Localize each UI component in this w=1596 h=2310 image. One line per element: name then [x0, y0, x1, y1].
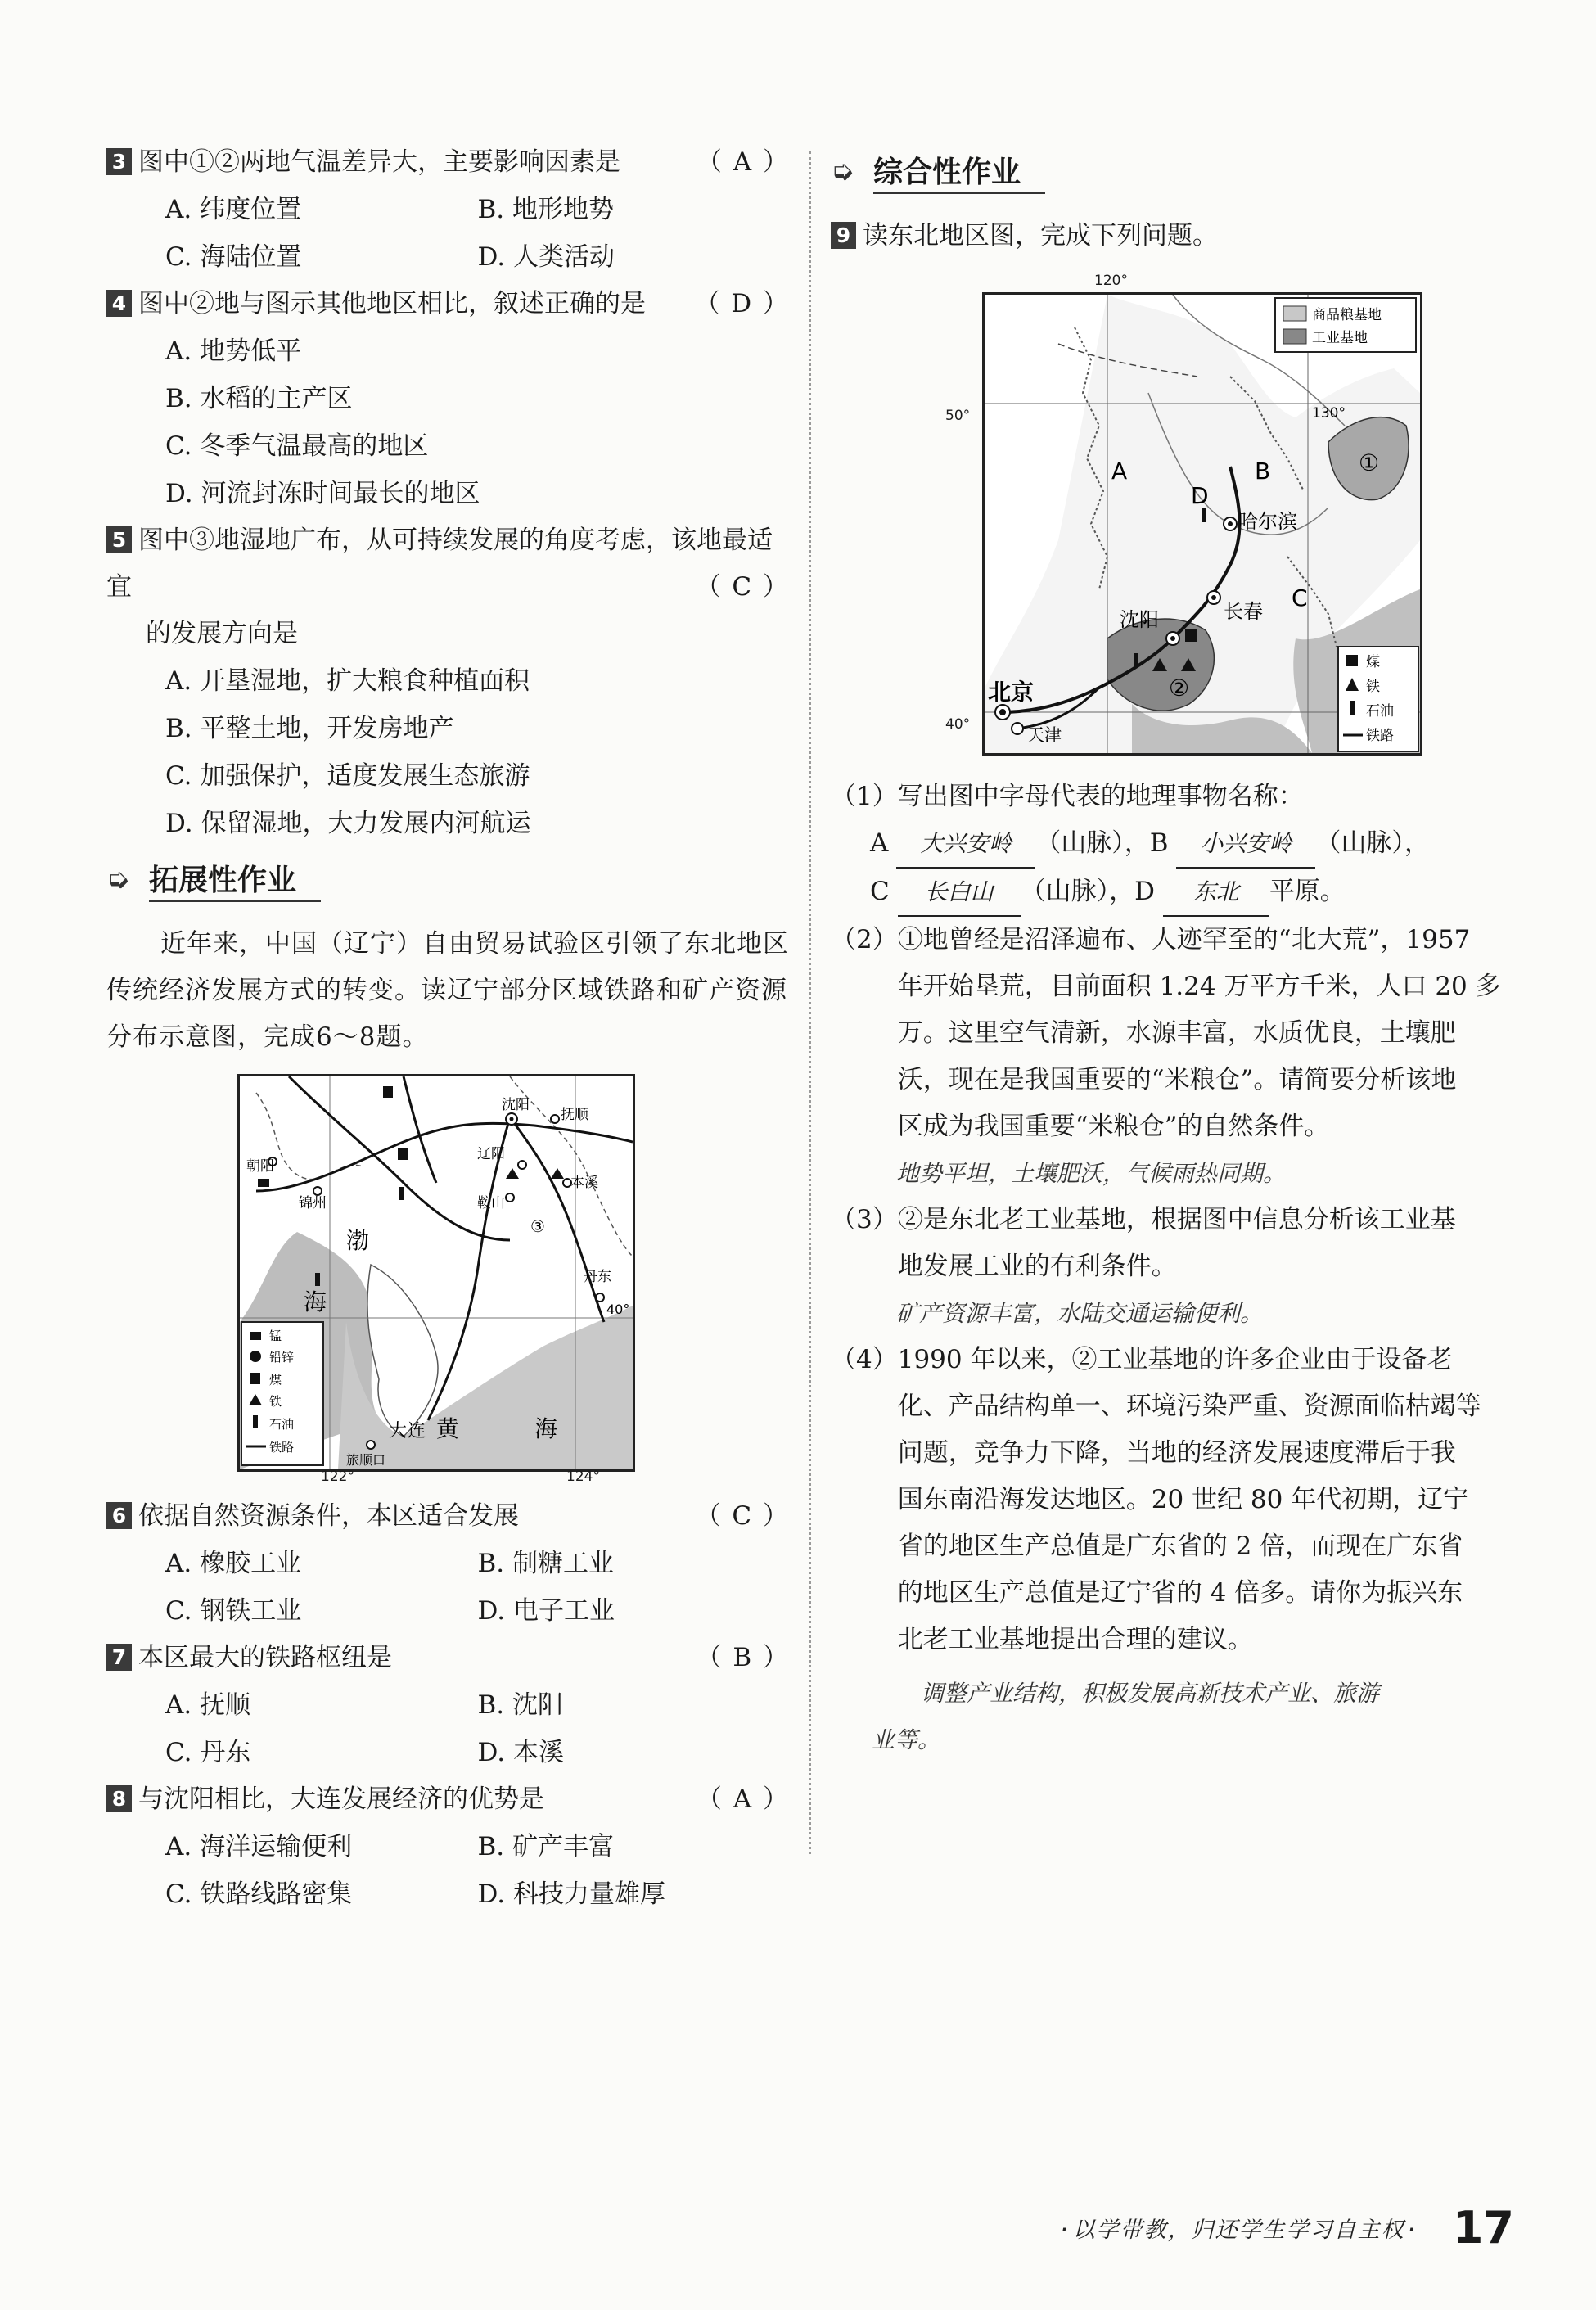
label-beijing: 北京	[988, 679, 1035, 706]
right-column	[831, 147, 1518, 1763]
left-column	[106, 139, 790, 1918]
label-lon-120: 120°	[1094, 273, 1128, 289]
oil-symbol	[315, 1273, 320, 1286]
label-circle-1: ①	[1359, 449, 1380, 476]
legend-oil-symbol	[253, 1415, 258, 1428]
option-c[interactable]: C. 丹东	[165, 1738, 251, 1767]
letter-c: C	[1292, 584, 1308, 611]
label-sea-huang: 黄	[436, 1415, 460, 1442]
label-sea-bo: 渤	[346, 1227, 370, 1254]
section-title: 综合性作业	[873, 149, 1045, 194]
label-lat-50: 50°	[945, 408, 971, 424]
legend-coal-symbol	[250, 1373, 260, 1384]
question-text-cont: 的发展方向是	[146, 619, 298, 648]
part-4-line-7: 北老工业基地提出合理的建议。	[897, 1625, 1253, 1654]
label-liaoyang: 辽阳	[477, 1146, 505, 1162]
city-dot-harbin	[1228, 521, 1233, 526]
column-divider	[809, 151, 811, 1854]
option-c[interactable]: C. 加强保护，适度发展生态旅游	[165, 761, 530, 791]
option-a[interactable]: A. 纬度位置	[165, 195, 302, 224]
part-2	[831, 917, 1518, 1197]
part-3-line-2: 地发展工业的有利条件。	[897, 1252, 1177, 1281]
option-c[interactable]: C. 冬季气温最高的地区	[165, 431, 429, 461]
question-text: 读东北地区图，完成下列问题。	[863, 221, 1218, 250]
option-a[interactable]: A. 地势低平	[165, 336, 302, 366]
city-marker-anshan	[506, 1193, 514, 1202]
part-4	[831, 1337, 1518, 1763]
answer-mark: （ A ）	[696, 147, 790, 177]
question-5	[106, 517, 790, 657]
option-c[interactable]: C. 铁路线路密集	[165, 1879, 353, 1909]
part-4-line-6: 的地区生产总值是辽宁省的 4 倍多。请你为振兴东	[897, 1578, 1463, 1608]
label-sea-hai: 海	[304, 1288, 327, 1315]
option-b[interactable]: B. 地形地势	[477, 195, 614, 224]
answer-blank-b[interactable]: 小兴安岭	[1176, 820, 1315, 869]
city-dot-shenyang	[1170, 636, 1175, 641]
question-text: 图中③地湿地广布，从可持续发展的角度考虑，该地最适宜	[106, 526, 773, 602]
options-8	[106, 1823, 790, 1918]
answer-mark: （ B ）	[696, 1643, 790, 1672]
label-benxi: 本溪	[570, 1175, 598, 1191]
part-4-line-5: 省的地区生产总值是广东省的 2 倍，而现在广东省	[897, 1532, 1463, 1561]
city-dot-changchun	[1211, 595, 1216, 600]
label-chaoyang: 朝阳	[246, 1158, 274, 1175]
question-text: 图中②地与图示其他地区相比，叙述正确的是	[138, 289, 646, 318]
label-lian: 连	[408, 1421, 426, 1441]
question-7	[106, 1635, 790, 1681]
part-2-line-2: 年开始垦荒，目前面积 1.24 万平方千米，人口 20 多	[897, 972, 1501, 1001]
question-8	[106, 1776, 790, 1823]
question-9	[831, 213, 1518, 259]
question-number: 5	[106, 526, 132, 553]
part-1-line-ab	[831, 820, 1518, 869]
footer-motto: ·以学带教，归还学生学习自主权·	[1057, 2218, 1420, 2243]
answer-mark: （ D ）	[694, 289, 790, 318]
legend-leadzinc-symbol	[250, 1351, 261, 1362]
option-a[interactable]: A. 开垦湿地，扩大粮食种植面积	[165, 666, 530, 696]
legend-oil: 石油	[1366, 703, 1394, 720]
city-dot-beijing	[999, 709, 1006, 715]
label-tianjin: 天津	[1027, 725, 1062, 745]
part-1-a-suffix: （山脉），B	[1035, 828, 1169, 858]
city-marker-dandong	[596, 1293, 604, 1302]
answer-blank-c[interactable]: 长白山	[898, 869, 1021, 917]
oil-symbol	[1134, 653, 1138, 668]
question-text: 依据自然资源条件，本区适合发展	[138, 1501, 519, 1531]
part-3-line-1: ②是东北老工业基地，根据图中信息分析该工业基	[897, 1205, 1456, 1234]
options-4	[106, 327, 790, 517]
liaoning-map	[237, 1074, 635, 1472]
question-text: 与沈阳相比，大连发展经济的优势是	[138, 1784, 544, 1814]
part-2-line-3: 万。这里空气清新，水源丰富，水质优良，土壤肥	[897, 1018, 1456, 1048]
legend-railway: 铁路	[1366, 728, 1394, 744]
oil-symbol-2	[399, 1187, 404, 1200]
part-4-line-1: 1990 年以来，②工业基地的许多企业由于设备老	[897, 1345, 1453, 1374]
option-a[interactable]: A. 抚顺	[165, 1690, 251, 1720]
page-footer	[1057, 2202, 1514, 2254]
railway-4	[510, 1117, 604, 1322]
legend-coal: 煤	[269, 1373, 282, 1387]
option-b[interactable]: B. 沈阳	[477, 1690, 563, 1720]
part-2-label: （2）	[831, 925, 898, 954]
options-7	[106, 1681, 790, 1776]
part-3-label: （3）	[831, 1205, 898, 1234]
question-6	[106, 1493, 790, 1540]
option-b[interactable]: B. 制糖工业	[477, 1549, 614, 1578]
legend-industry: 工业基地	[1312, 330, 1368, 346]
label-anshan: 鞍山	[477, 1195, 505, 1211]
iron-symbol	[506, 1168, 519, 1179]
label-circle-3: ③	[530, 1216, 545, 1236]
label-fushun: 抚顺	[561, 1107, 588, 1123]
railway-5	[404, 1076, 436, 1183]
arrow-icon: ➭	[106, 863, 130, 896]
section-comprehensive-homework	[831, 147, 1518, 195]
letter-d: D	[1191, 482, 1209, 509]
part-2-line-5: 区成为我国重要“米粮仓”的自然条件。	[897, 1112, 1330, 1141]
question-number: 4	[106, 290, 132, 317]
coal-symbol	[1185, 629, 1197, 642]
part-1-c-prefix: C	[870, 877, 890, 906]
legend-coal-symbol	[1346, 655, 1358, 666]
part-4-answer-line-1[interactable]: 调整产业结构，积极发展高新技术产业、旅游	[921, 1680, 1380, 1707]
option-d[interactable]: D. 保留湿地，大力发展内河航运	[165, 809, 531, 838]
arrow-icon: ➭	[831, 155, 854, 187]
city-marker-jinzhou	[313, 1187, 322, 1195]
label-jinzhou: 锦州	[299, 1195, 327, 1211]
liaodong-peninsula	[367, 1265, 438, 1437]
question-text: 本区最大的铁路枢纽是	[138, 1643, 392, 1672]
option-a[interactable]: A. 橡胶工业	[165, 1549, 302, 1578]
answer-mark: （ A ）	[696, 1784, 790, 1814]
city-marker-liaoyang	[518, 1161, 526, 1169]
options-5	[106, 657, 790, 847]
part-2-line-1: ①地曾经是沼泽遍布、人迹罕至的“北大荒”，1957	[897, 925, 1471, 954]
label-circle-2: ②	[1169, 675, 1190, 702]
city-marker-dot	[510, 1117, 514, 1121]
part-4-answer-line-2[interactable]: 业等。	[872, 1726, 941, 1753]
part-4-line-2: 化、产品结构单一、环境污染严重、资源面临枯竭等	[897, 1392, 1481, 1421]
legend-manganese-symbol	[250, 1332, 261, 1340]
intro-paragraph: 近年来，中国（辽宁）自由贸易试验区引领了东北地区传统经济发展方式的转变。读辽宁部分区域铁路和矿产资源分布示意图，完成6～8题。	[106, 929, 789, 1052]
legend-railway: 铁路	[269, 1440, 295, 1455]
section-title: 拓展性作业	[149, 857, 321, 902]
label-lat-40: 40°	[606, 1302, 630, 1317]
coal-symbol	[383, 1086, 393, 1098]
label-harbin: 哈尔滨	[1238, 510, 1297, 533]
legend-oil-symbol	[1350, 701, 1355, 715]
iron-symbol-2	[551, 1168, 564, 1179]
answer-blank-d[interactable]: 东北	[1163, 869, 1269, 917]
question-text: 图中①②两地气温差异大，主要影响因素是	[138, 147, 620, 177]
legend-coal: 煤	[1366, 654, 1380, 670]
option-c[interactable]: C. 海陆位置	[165, 242, 302, 272]
answer-blank-a[interactable]: 大兴安岭	[896, 820, 1035, 869]
label-lvshunkou: 旅顺口	[346, 1452, 386, 1468]
options-6	[106, 1540, 790, 1635]
label-da: 大	[389, 1421, 408, 1441]
oil-symbol-daqing	[1202, 508, 1206, 522]
part-1	[831, 774, 1518, 917]
question-number: 6	[106, 1502, 132, 1529]
coal-symbol-2	[398, 1148, 408, 1160]
label-lon-122: 122°	[321, 1469, 354, 1485]
legend-iron: 铁	[1366, 679, 1380, 695]
northeast-map	[982, 292, 1422, 756]
legend-leadzinc: 铅锌	[269, 1350, 295, 1365]
label-shenyang: 沈阳	[1120, 608, 1159, 631]
option-d[interactable]: D. 河流封冻时间最长的地区	[165, 479, 480, 508]
liaoning-map-svg	[240, 1076, 633, 1469]
part-2-answer[interactable]: 地势平坦，土壤肥沃，气候雨热同期。	[896, 1160, 1287, 1187]
option-d[interactable]: D. 人类活动	[477, 242, 615, 272]
question-number: 3	[106, 148, 132, 175]
label-lon-124: 124°	[566, 1469, 600, 1485]
part-1-d-suffix: 平原。	[1269, 877, 1346, 906]
question-3	[106, 139, 790, 186]
city-marker-fushun	[551, 1115, 559, 1123]
part-1-c-suffix: （山脉），D	[1020, 877, 1155, 906]
part-1-line-cd	[831, 869, 1518, 917]
part-3	[831, 1197, 1518, 1337]
option-d[interactable]: D. 科技力量雄厚	[477, 1879, 665, 1909]
part-1-label: （1）写出图中字母代表的地理事物名称：	[831, 782, 1304, 811]
part-1-a-prefix: A	[870, 828, 889, 858]
part-2-line-4: 沃，现在是我国重要的“米粮仓”。请简要分析该地	[897, 1065, 1457, 1094]
legend-industry-swatch	[1283, 329, 1306, 344]
option-a[interactable]: A. 海洋运输便利	[165, 1832, 353, 1861]
legend-iron: 铁	[269, 1394, 282, 1409]
letter-b: B	[1255, 458, 1271, 485]
answer-mark: （ C ）	[695, 1501, 790, 1531]
question-number: 9	[831, 222, 856, 249]
option-c[interactable]: C. 钢铁工业	[165, 1596, 302, 1626]
label-shenyang: 沈阳	[502, 1097, 530, 1113]
page-number: 17	[1452, 2202, 1514, 2254]
label-dandong: 丹东	[584, 1269, 611, 1285]
question-number: 7	[106, 1644, 132, 1671]
option-d[interactable]: D. 电子工业	[477, 1596, 615, 1626]
label-lat-40: 40°	[945, 716, 971, 733]
options-3	[106, 186, 790, 281]
legend-grain-swatch	[1283, 306, 1306, 321]
answer-mark: （ C ）	[695, 572, 790, 602]
option-b[interactable]: B. 平整土地，开发房地产	[165, 714, 454, 743]
part-4-label: （4）	[831, 1345, 898, 1374]
option-b[interactable]: B. 矿产丰富	[477, 1832, 614, 1861]
part-4-line-4: 国东南沿海发达地区。20 世纪 80 年代初期，辽宁	[897, 1485, 1469, 1514]
question-number: 8	[106, 1785, 132, 1812]
legend-grain: 商品粮基地	[1312, 307, 1382, 323]
manganese-symbol	[258, 1179, 269, 1187]
label-changchun: 长春	[1224, 600, 1263, 623]
option-b[interactable]: B. 水稻的主产区	[165, 384, 353, 413]
part-3-answer[interactable]: 矿产资源丰富，水陆交通运输便利。	[896, 1300, 1264, 1327]
part-1-b-suffix: （山脉），	[1315, 828, 1430, 858]
legend-manganese: 锰	[269, 1329, 282, 1343]
label-sea-hai-2: 海	[534, 1415, 558, 1442]
part-4-line-3: 问题，竞争力下降，当地的经济发展速度滞后于我	[897, 1438, 1456, 1468]
legend-oil: 石油	[269, 1417, 295, 1432]
city-marker-tianjin	[1012, 723, 1023, 734]
option-d[interactable]: D. 本溪	[477, 1738, 564, 1767]
label-lon-130: 130°	[1312, 405, 1346, 422]
northeast-map-svg	[985, 295, 1420, 753]
letter-a: A	[1111, 458, 1128, 485]
city-marker-lvshunkou	[367, 1441, 375, 1449]
section-extended-homework	[106, 855, 790, 903]
question-4	[106, 281, 790, 327]
